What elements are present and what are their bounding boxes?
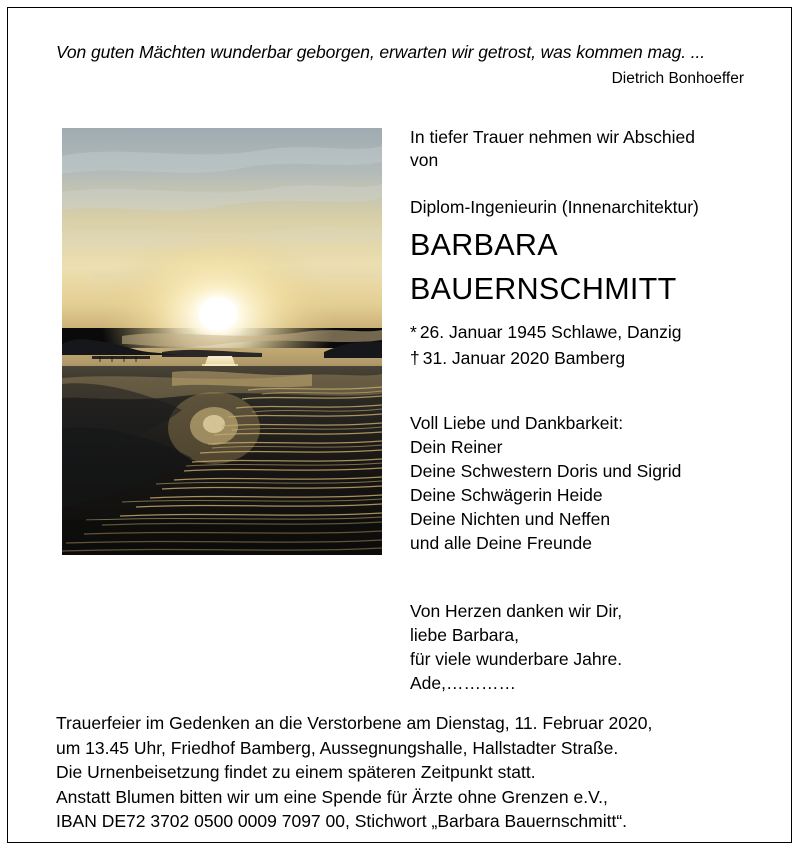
life-dates	[410, 319, 755, 371]
family-block	[410, 411, 755, 555]
memorial-photo	[62, 128, 382, 555]
family-member: und alle Deine Freunde	[410, 533, 592, 553]
donation-iban-line: IBAN DE72 3702 0500 0009 7097 00, Stichwort „Barbara Bauernschmitt“.	[56, 811, 628, 831]
cross-symbol-icon: †	[410, 348, 420, 368]
main-text-column	[410, 126, 755, 695]
profession-title: Diplom-Ingenieurin (Innenarchitektur)	[410, 197, 699, 217]
death-date-text: 31. Januar 2020 Bamberg	[422, 348, 626, 368]
thanks-line: Von Herzen danken wir Dir,	[410, 601, 623, 621]
family-heading: Voll Liebe und Dankbarkeit:	[410, 413, 624, 433]
death-date-line	[410, 345, 755, 371]
deceased-last-name: BAUERNSCHMITT	[410, 272, 677, 306]
birth-date-text: 26. Januar 1945 Schlawe, Danzig	[419, 322, 682, 342]
deceased-first-name: BARBARA	[410, 228, 558, 262]
quote-block	[56, 41, 744, 89]
sunset-beach-image	[62, 128, 382, 555]
thanks-line: für viele wunderbare Jahre.	[410, 649, 623, 669]
birth-date-line	[410, 319, 755, 345]
obituary-notice	[7, 7, 792, 843]
funeral-details-block	[56, 711, 756, 834]
birth-symbol-icon: *	[410, 322, 417, 342]
lead-line-2: von	[410, 150, 439, 170]
family-member: Deine Schwägerin Heide	[410, 485, 603, 505]
funeral-detail-line: Die Urnenbeisetzung findet zu einem späteren Zeitpunkt statt.	[56, 762, 536, 782]
thanks-block	[410, 599, 755, 695]
family-member: Deine Schwestern Doris und Sigrid	[410, 461, 682, 481]
thanks-line: Ade,…………	[410, 673, 516, 693]
funeral-detail-line: Trauerfeier im Gedenken an die Verstorbene am Dienstag, 11. Februar 2020,	[56, 713, 653, 733]
thanks-line: liebe Barbara,	[410, 625, 519, 645]
family-member: Dein Reiner	[410, 437, 503, 457]
quote-author: Dietrich Bonhoeffer	[611, 70, 744, 87]
family-member: Deine Nichten und Neffen	[410, 509, 611, 529]
lead-line-1: In tiefer Trauer nehmen wir Abschied	[410, 127, 696, 147]
quote-text: Von guten Mächten wunderbar geborgen, erwarten wir getrost, was kommen mag. ...	[56, 42, 706, 62]
donation-request-line: Anstatt Blumen bitten wir um eine Spende für Ärzte ohne Grenzen e.V.,	[56, 786, 608, 807]
funeral-detail-line: um 13.45 Uhr, Friedhof Bamberg, Aussegnungshalle, Hallstadter Straße.	[56, 737, 619, 758]
